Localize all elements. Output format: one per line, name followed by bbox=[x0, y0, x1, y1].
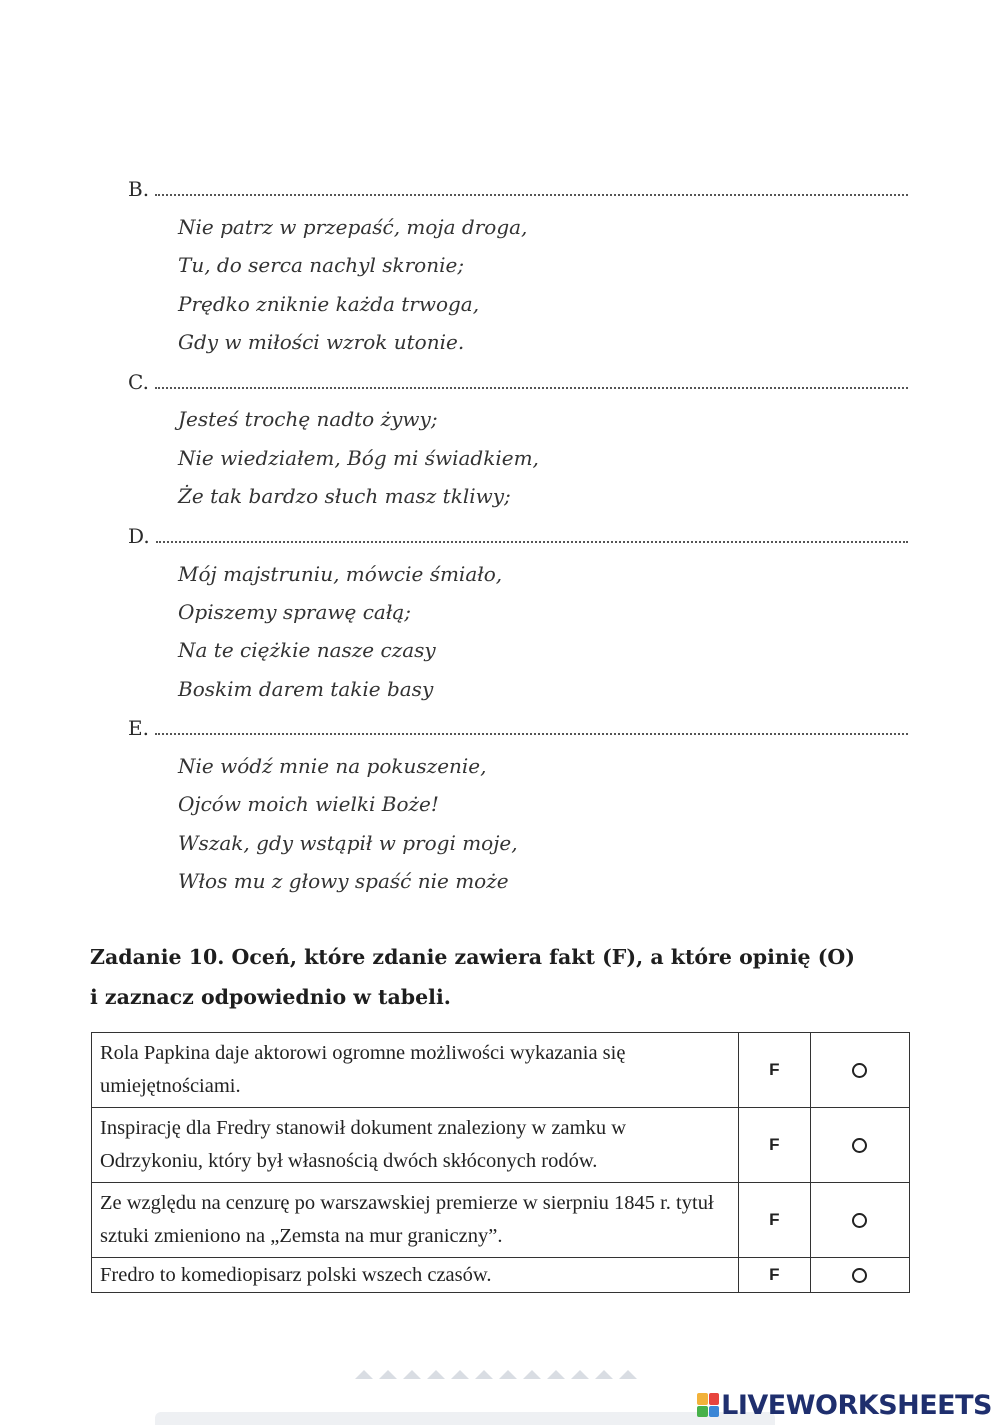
verse-line: Tu, do serca nachyl skronie; bbox=[178, 253, 465, 277]
opinion-circle bbox=[852, 1063, 867, 1078]
opinion-circle bbox=[852, 1268, 867, 1283]
dotted-answer-line[interactable] bbox=[155, 194, 908, 196]
dotted-answer-line[interactable] bbox=[156, 541, 908, 543]
fact-option[interactable] bbox=[738, 1033, 810, 1108]
liveworksheets-mark-icon bbox=[697, 1393, 719, 1417]
fact-option[interactable] bbox=[738, 1183, 810, 1258]
fact-label: F bbox=[769, 1265, 780, 1284]
verse-line: Boskim darem takie basy bbox=[178, 677, 434, 701]
opinion-option[interactable] bbox=[810, 1183, 909, 1258]
section-letter: E. bbox=[128, 716, 149, 740]
answer-line-c bbox=[128, 367, 908, 393]
verse-line: Nie wiedziałem, Bóg mi świadkiem, bbox=[178, 446, 539, 470]
verse-line: Opiszemy sprawę całą; bbox=[178, 600, 411, 624]
task-heading-line1: Zadanie 10. Oceń, które zdanie zawiera fakt (F), a które opinię (O) bbox=[90, 945, 855, 969]
section-letter: B. bbox=[128, 177, 150, 201]
statement-cell: Ze względu na cenzurę po warszawskiej premierze w sierpniu 1845 r. tytuł sztuki zmieniono na „Zemsta na mur graniczny”. bbox=[92, 1183, 739, 1258]
dotted-answer-line[interactable] bbox=[155, 387, 908, 389]
dotted-answer-line[interactable] bbox=[155, 733, 908, 735]
verse-line: Na te ciężkie nasze czasy bbox=[178, 638, 436, 662]
answer-line-b bbox=[128, 174, 908, 200]
verse-line: Nie wódź mnie na pokuszenie, bbox=[178, 754, 487, 778]
statement-cell: Fredro to komediopisarz polski wszech czasów. bbox=[92, 1258, 739, 1293]
opinion-option[interactable] bbox=[810, 1108, 909, 1183]
answer-line-e bbox=[128, 713, 908, 739]
footer-decoration bbox=[355, 1370, 645, 1382]
fact-opinion-table bbox=[91, 1032, 910, 1293]
table-row bbox=[92, 1258, 910, 1293]
verse-line: Nie patrz w przepaść, moja droga, bbox=[178, 215, 528, 239]
fact-option[interactable] bbox=[738, 1108, 810, 1183]
verse-line: Jesteś trochę nadto żywy; bbox=[178, 407, 438, 431]
verse-line: Ojców moich wielki Boże! bbox=[178, 792, 439, 816]
verse-line: Włos mu z głowy spaść nie może bbox=[178, 869, 509, 893]
fact-label: F bbox=[769, 1210, 780, 1229]
answer-line-d bbox=[128, 521, 908, 547]
verse-line: Gdy w miłości wzrok utonie. bbox=[178, 330, 465, 354]
opinion-circle bbox=[852, 1213, 867, 1228]
verse-line: Mój majstruniu, mówcie śmiało, bbox=[178, 562, 503, 586]
footer-bar bbox=[155, 1412, 775, 1425]
section-letter: C. bbox=[128, 370, 149, 394]
opinion-option[interactable] bbox=[810, 1258, 909, 1293]
task-heading-line2: i zaznacz odpowiednio w tabeli. bbox=[90, 985, 451, 1009]
section-letter: D. bbox=[128, 524, 150, 548]
opinion-option[interactable] bbox=[810, 1033, 909, 1108]
statement-cell: Inspirację dla Fredry stanowił dokument znaleziony w zamku w Odrzykoniu, który był własnością dwóch skłóconych rodów. bbox=[92, 1108, 739, 1183]
statement-cell: Rola Papkina daje aktorowi ogromne możliwości wykazania się umiejętnościami. bbox=[92, 1033, 739, 1108]
verse-line: Prędko zniknie każda trwoga, bbox=[178, 292, 480, 316]
table-row bbox=[92, 1033, 910, 1108]
table-row bbox=[92, 1108, 910, 1183]
fact-label: F bbox=[769, 1135, 780, 1154]
verse-line: Wszak, gdy wstąpił w progi moje, bbox=[178, 831, 518, 855]
fact-option[interactable] bbox=[738, 1258, 810, 1293]
logo-text: LIVEWORKSHEETS bbox=[721, 1389, 992, 1421]
opinion-circle bbox=[852, 1138, 867, 1153]
table-row bbox=[92, 1183, 910, 1258]
fact-label: F bbox=[769, 1060, 780, 1079]
liveworksheets-logo[interactable] bbox=[697, 1391, 992, 1419]
verse-line: Że tak bardzo słuch masz tkliwy; bbox=[178, 484, 511, 508]
